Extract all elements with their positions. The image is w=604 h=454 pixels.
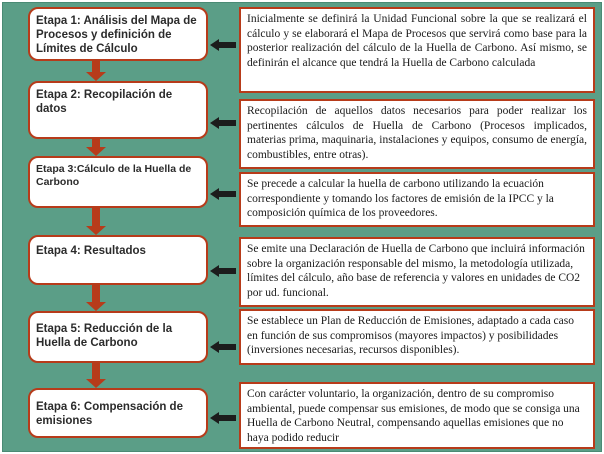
description-box-1: Inicialmente se definirá la Unidad Funcional sobre la que se realizará el cálculo y se elaborará el Mapa de Procesos que servirá como base para la posterior realización del cálculo de la Huella de Carbono. Así mismo, se definirán el alcance que tendrá la Huella de Carbono calculada — [239, 7, 595, 93]
stage-box-4: Etapa 4: Resultados — [28, 235, 208, 285]
stage-box-2: Etapa 2: Recopilación de datos — [28, 81, 208, 139]
left-arrow-icon — [210, 412, 236, 424]
left-arrow-icon — [210, 39, 236, 51]
stage-box-3: Etapa 3:Cálculo de la Huella de Carbono — [28, 156, 208, 208]
description-box-3: Se precede a calcular la huella de carbono utilizando la ecuación correspondiente y tomando los factores de emisión de la IPCC y la composición química de los proveedores. — [239, 172, 595, 227]
left-arrow-icon — [210, 117, 236, 129]
stage-box-5: Etapa 5: Reducción de la Huella de Carbono — [28, 311, 208, 363]
left-arrow-icon — [210, 188, 236, 200]
stage-box-1: Etapa 1: Análisis del Mapa de Procesos y definición de Límites de Cálculo — [28, 7, 208, 61]
description-box-6: Con carácter voluntario, la organización, dentro de su compromiso ambiental, puede compensar sus emisiones, de modo que se consiga una Huella de Carbono Neutral, compensando aquellas emisiones que no haya podido reducir — [239, 382, 595, 449]
description-box-4: Se emite una Declaración de Huella de Carbono que incluirá información sobre la organización responsable del mismo, la metodología utilizada, límites del cálculo, año base de referencia y valores en unidades de CO2 por ud. funcional. — [239, 237, 595, 307]
stage-box-6: Etapa 6: Compensación de emisiones — [28, 388, 208, 438]
description-box-2: Recopilación de aquellos datos necesarios para poder realizar los pertinentes cálculos de Huella de Carbono (Procesos implicados, materias prima, maquinaria, instalaciones y equipos, consumo de energía, combustibles, entre otras). — [239, 99, 595, 169]
left-arrow-icon — [210, 265, 236, 277]
description-box-5: Se establece un Plan de Reducción de Emisiones, adaptado a cada caso en función de sus compromisos (mayores impactos) y posibilidades (inversiones necesarias, recursos disponibles). — [239, 309, 595, 365]
flow-diagram — [2, 2, 602, 452]
left-arrow-icon — [210, 341, 236, 353]
